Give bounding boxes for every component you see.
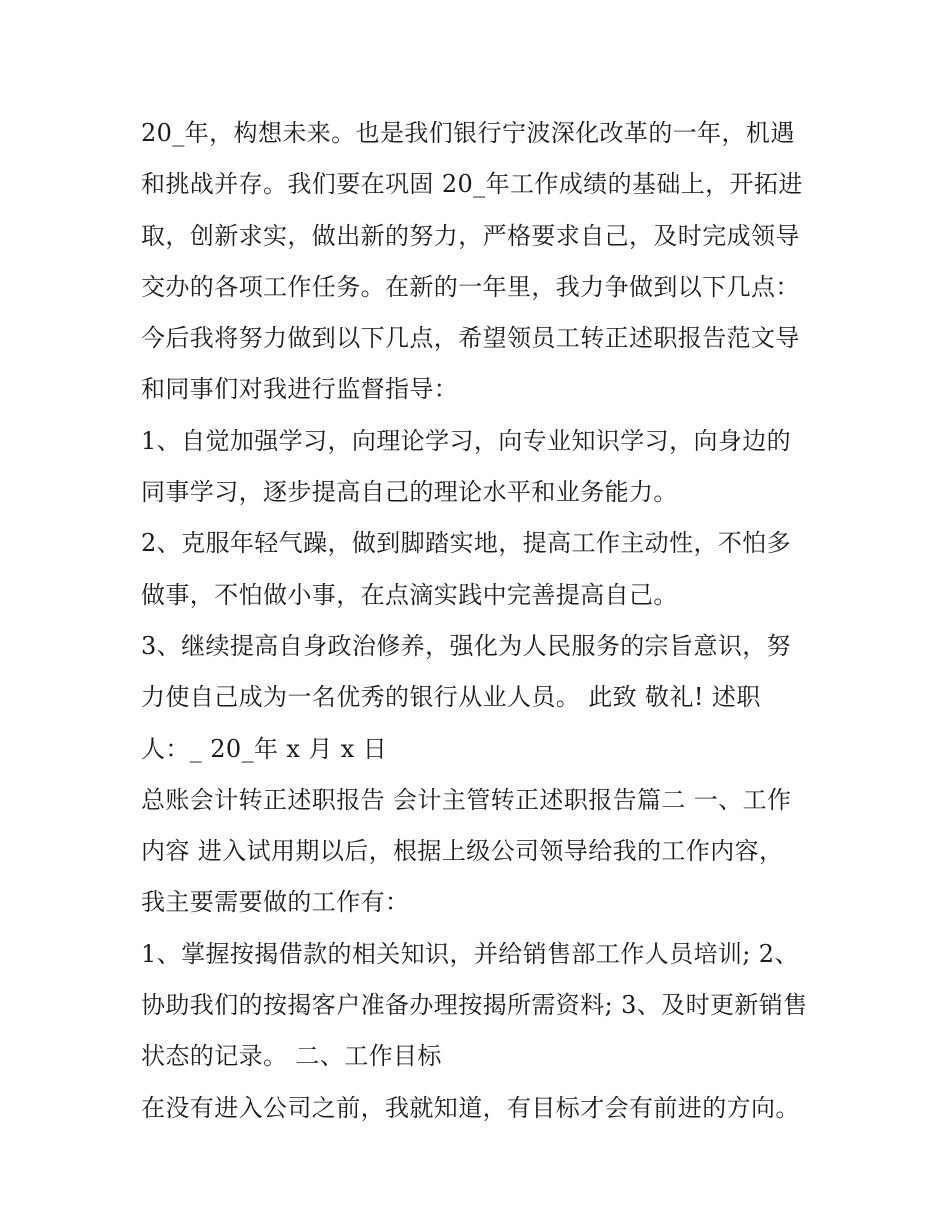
text-line: 协助我们的按揭客户准备办理按揭所需资料; 3、及时更新销售 [141, 991, 808, 1020]
text-line: 力使自己成为一名优秀的银行从业人员。 此致 敬礼! 述职 [141, 683, 761, 712]
text-line: 20_年，构想未来。也是我们银行宁波深化改革的一年，机遇 [141, 119, 795, 147]
text-line: 状态的记录。 二、工作目标 [141, 1042, 442, 1071]
list-item-2: 2、克服年轻气躁，做到脚踏实地，提高工作主动性，不怕多 [141, 529, 792, 558]
text-line: 和挑战并存。我们要在巩固 20_年工作成绩的基础上，开拓进 [141, 170, 803, 199]
text-line: 我主要需要做的工作有： [141, 888, 410, 917]
text-line: 取，创新求实，做出新的努力，严格要求自己，及时完成领导 [141, 221, 800, 250]
document-body [141, 108, 841, 1134]
text-line: 内容 进入试用期以后，根据上级公司领导给我的工作内容， [141, 837, 784, 866]
list-item-1: 1、掌握按揭借款的相关知识，并给销售部工作人员培训; 2、 [141, 939, 799, 968]
text-line: 同事学习，逐步提高自己的理论水平和业务能力。 [141, 478, 678, 507]
text-line: 交办的各项工作任务。在新的一年里，我力争做到以下几点： [141, 272, 800, 301]
signature-date-line: 人：_ 20_年 x 月 x 日 [141, 734, 388, 763]
text-line: 和同事们对我进行监督指导： [141, 375, 459, 404]
section-heading-line: 总账会计转正述职报告 会计主管转正述职报告篇二 一、工作 [141, 785, 792, 814]
text-line: 在没有进入公司之前，我就知道，有目标才会有前进的方向。 [141, 1093, 800, 1122]
list-item-3: 3、继续提高自身政治修养，强化为人民服务的宗旨意识，努 [141, 631, 792, 660]
text-line: 今后我将努力做到以下几点，希望领员工转正述职报告范文导 [141, 324, 800, 353]
text-line: 做事，不怕做小事，在点滴实践中完善提高自己。 [141, 580, 678, 609]
list-item-1: 1、自觉加强学习，向理论学习，向专业知识学习，向身边的 [141, 426, 792, 455]
